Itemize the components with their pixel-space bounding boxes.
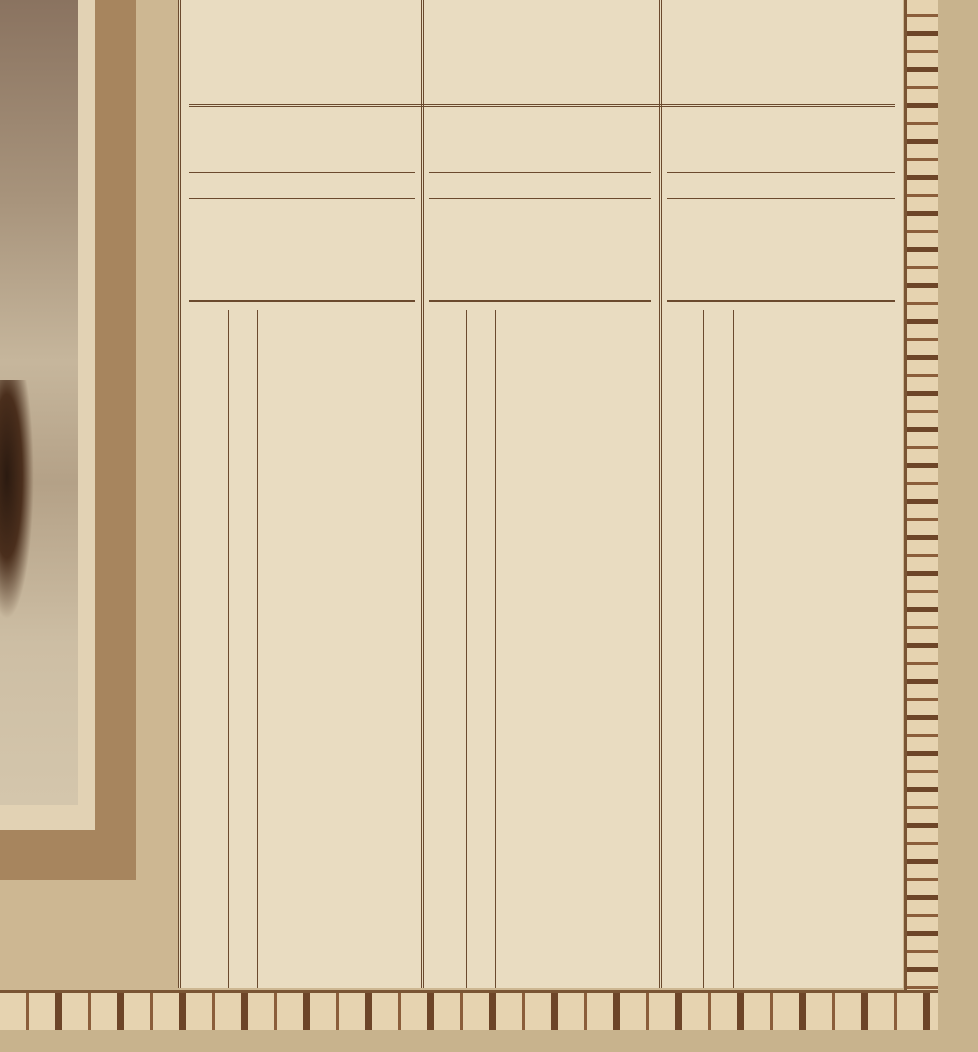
photo-mat: [0, 0, 95, 830]
rule: [429, 300, 651, 302]
rule: [189, 172, 415, 173]
rule: [667, 300, 895, 302]
photograph: [0, 0, 78, 805]
column-divider: [659, 0, 662, 988]
quarter-divider: [189, 104, 895, 107]
rule: [429, 172, 651, 173]
rule: [189, 300, 415, 302]
wd-col-rule: [257, 310, 258, 988]
num-col-rule: [703, 310, 704, 988]
calendar-panel: [178, 0, 903, 988]
rule: [667, 198, 895, 199]
photo-frame: [0, 0, 136, 880]
page-edge: [938, 0, 978, 1052]
chain-border-bottom: [0, 990, 938, 1034]
wd-col-rule: [495, 310, 496, 988]
num-col-rule: [228, 310, 229, 988]
page-edge-bottom: [0, 1030, 978, 1052]
rule: [189, 198, 415, 199]
rule: [667, 172, 895, 173]
column-divider: [421, 0, 424, 988]
wd-col-rule: [733, 310, 734, 988]
photo-figure: [0, 380, 34, 620]
rule: [429, 198, 651, 199]
num-col-rule: [466, 310, 467, 988]
